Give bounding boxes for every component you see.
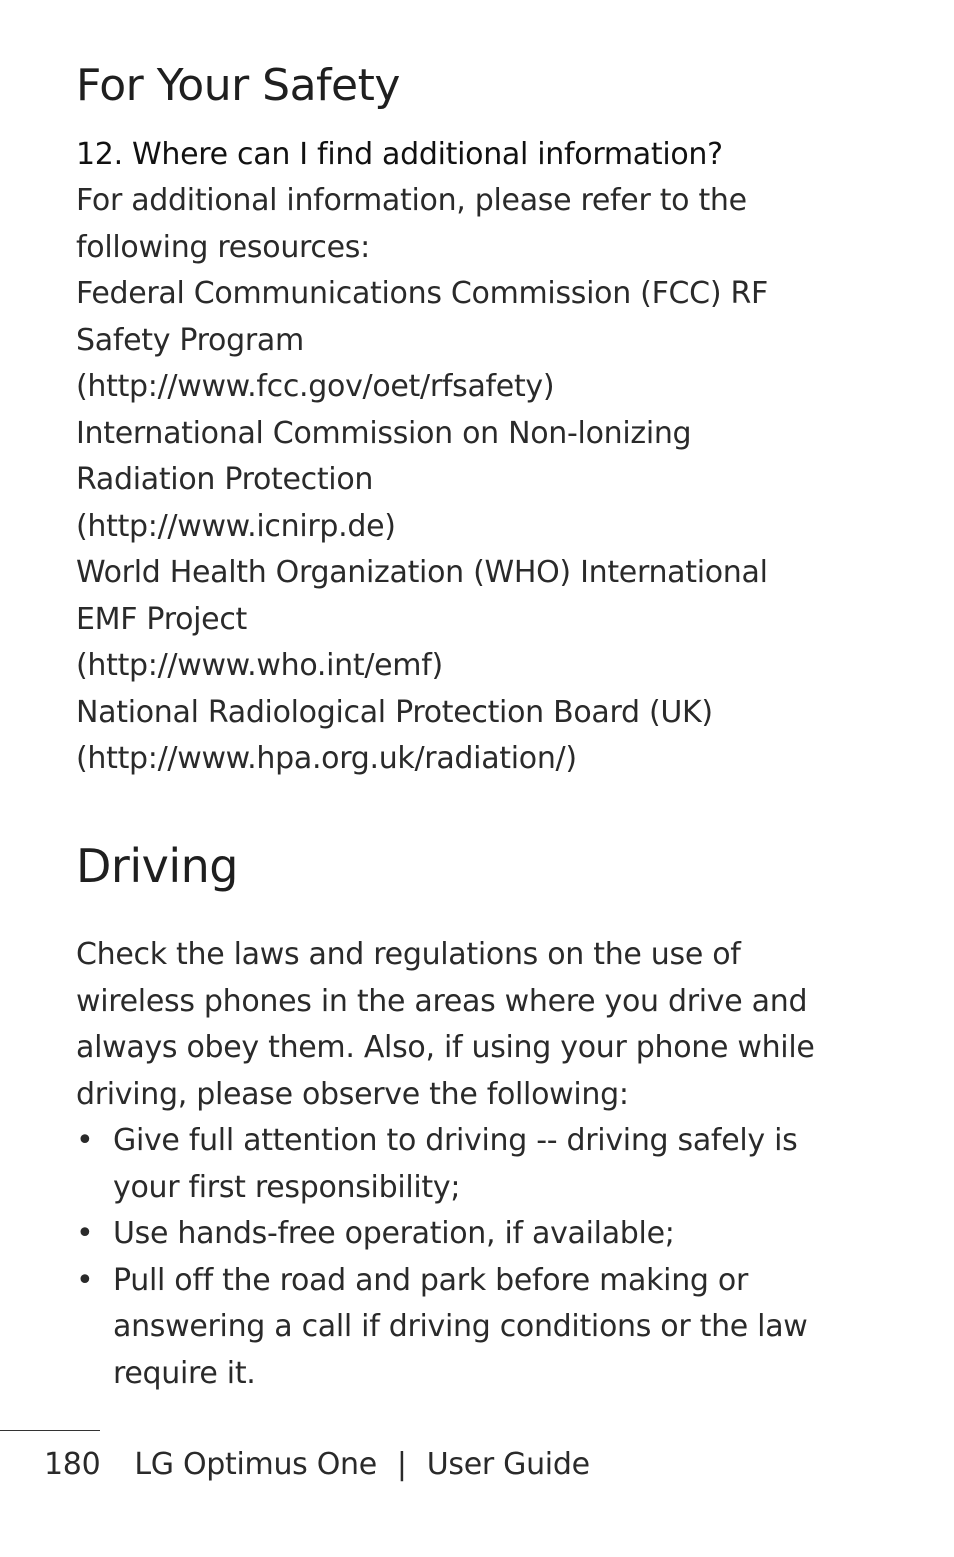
page-footer [44, 1442, 590, 1488]
body-text-line: wireless phones in the areas where you drive and [76, 983, 808, 1019]
resource-list [76, 178, 876, 783]
page-number: 180 [44, 1447, 101, 1482]
footer-divider [0, 1430, 100, 1431]
guide-name: User Guide [426, 1447, 590, 1482]
body-text-line: following resources: [76, 229, 370, 265]
body-text-line: Check the laws and regulations on the use of [76, 937, 741, 972]
faq-question: 12. Where can I find additional information? [76, 137, 723, 172]
resource-url: (http://www.fcc.gov/oet/rfsafety) [76, 369, 555, 404]
resource-name: Radiation Protection [76, 462, 374, 497]
list-item [76, 1118, 896, 1211]
resource-name: EMF Project [76, 601, 247, 637]
resource-name: International Commission on Non-lonizing [76, 415, 692, 451]
product-name: LG Optimus One [134, 1447, 377, 1482]
driving-section [76, 932, 896, 1397]
driving-bullet-list [76, 1118, 896, 1397]
body-text-line: For additional information, please refer to the [76, 183, 747, 218]
bullet-icon: • [76, 1123, 94, 1158]
resource-name: Federal Communications Commission (FCC) RF [76, 276, 768, 311]
resource-url: (http://www.who.int/emf) [76, 648, 443, 683]
resource-name: National Radiological Protection Board (UK) [76, 694, 713, 730]
list-item-text: answering a call if driving conditions or the law [113, 1309, 808, 1344]
list-item-text: Give full attention to driving -- driving safely is [113, 1123, 798, 1158]
list-item-text: your first responsibility; [113, 1169, 461, 1205]
list-item-text: require it. [113, 1355, 256, 1391]
page-title: For Your Safety [76, 60, 400, 111]
resource-url: (http://www.icnirp.de) [76, 508, 396, 544]
faq-section-additional-info [76, 132, 876, 783]
list-item-text: Use hands-free operation, if available; [113, 1216, 675, 1251]
bullet-icon: • [76, 1216, 94, 1251]
resource-name: Safety Program [76, 322, 304, 358]
list-item-text: Pull off the road and park before making or [113, 1262, 748, 1298]
driving-intro [76, 932, 896, 1118]
bullet-icon: • [76, 1262, 94, 1298]
resource-name: World Health Organization (WHO) International [76, 555, 768, 590]
resource-url: (http://www.hpa.org.uk/radiation/) [76, 741, 577, 776]
body-text-line: driving, please observe the following: [76, 1076, 629, 1112]
list-item [76, 1211, 896, 1258]
section-title-driving: Driving [76, 839, 238, 893]
body-text-line: always obey them. Also, if using your phone while [76, 1030, 815, 1065]
footer-separator: | [396, 1447, 407, 1482]
list-item [76, 1258, 896, 1398]
